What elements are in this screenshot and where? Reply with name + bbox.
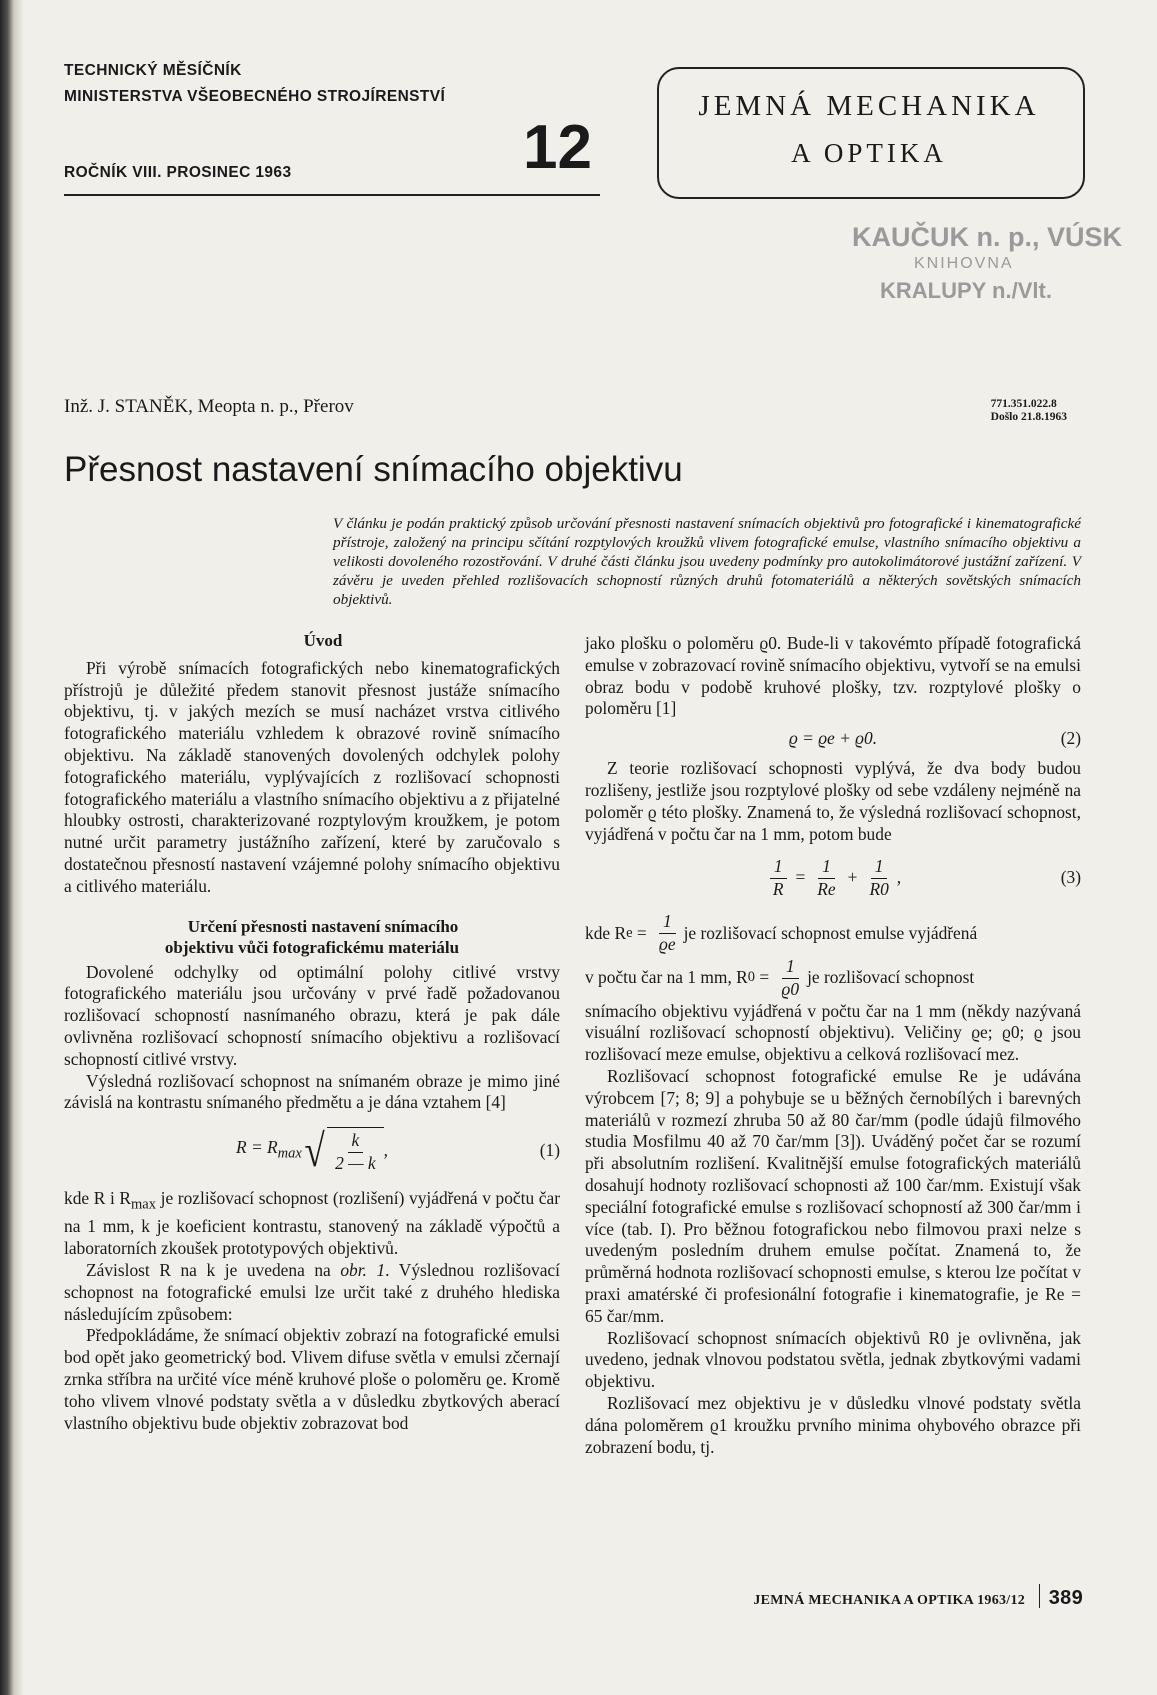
eq1-number: (1) bbox=[539, 1140, 560, 1161]
section-heading-precision-line-2: objektivu vůči fotografickému materiálu bbox=[164, 937, 460, 957]
paragraph-emulsion-resolution: Rozlišovací schopnost fotografické emulse Re je udávána výrobcem [7; 8; 9] a pohybuje se u běžných černobílých i barevných materiálů v rozmezí zhruba 50 až 80 čar/mm (podle údajů filmového studia Mosfilmu 40 až 70 čar/mm [3]). Uváděný počet čar se rozumí při absolutním rozlišení. Kvalitnější emulse fotografických materiálů dosahují hodnoty rozlišovací schopnosti až 100 čar/mm. Existují však speciální fotografické emulse s rozlišovací schopností až 300 čar/mm i více (tab. I). Pro běžnou fotografickou nebo filmovou praxi nelze s uvedeným posledním druhem emulse počítat. Znamená to, že průměrná hodnota rozlišovací schopnosti emulse, s kterou lze počítat v praxi amatérské či profesionální fotografie i kinematografie, je Re = 65 čar/mm. bbox=[585, 1065, 1081, 1326]
eq3-number: (3) bbox=[1060, 867, 1081, 888]
equation-2 bbox=[585, 724, 1081, 754]
udc-code: 771.351.022.8 bbox=[990, 398, 1057, 410]
journal-title-line-1: JEMNÁ MECHANIKA bbox=[698, 90, 1040, 122]
paragraph-tolerances: Dovolené odchylky od optimální polohy citlivé vrstvy fotografického materiálu jsou určovány v prvé řadě požadovanou rozlišovací schopností nasnímaného obrazu, která je pak dále ovlivněna rozlišovací schopností snímacího objektivu a rozlišovací schopností citlivé vrstvy. bbox=[64, 961, 560, 1069]
page-number: 389 bbox=[1048, 1587, 1083, 1609]
eq2-number: (2) bbox=[1060, 728, 1081, 749]
article-abstract: V článku je podán praktický způsob určování přesnosti nastavení snímacích objektivů pro fotografické i kinematografické přístroje, založený na principu sčítání rozptylových kroužků vlivem fotografické emulse, vlastního snímacího objektivu a velikosti dovoleného rozostřování. V druhé části článku jsou uvedeny podmínky pro autokolimátorové justážní zařízení. V závěru je uveden přehled rozlišovacích schopností různých druhů fotomateriálů a některých sovětských snímacích objektivů. bbox=[333, 515, 1081, 608]
received-date: Došlo 21.8.1963 bbox=[990, 411, 1067, 423]
library-stamp-line-1: KAUČUK n. p., VÚSK bbox=[852, 222, 1122, 252]
book-gutter bbox=[14, 0, 24, 1695]
eq2-body: ϱ = ϱe + ϱ0. bbox=[788, 728, 878, 749]
paragraph-lens-resolution: Rozlišovací schopnost snímacích objektivů R0 je ovlivněna, jak uvedeno, jednak vlnovou podstatou světla, jednak zbytkovými vadami objektivu. bbox=[585, 1327, 1081, 1392]
paragraph-resolution-theory: Z teorie rozlišovací schopnosti vyplývá, že dva body budou rozlišeny, jestliže jsou rozptylové plošky od sebe vzdáleny nejméně na poloměr ϱ této plošky. Znamená to, že výsledná rozlišovací schopnost, vyjádřená v počtu čar na 1 mm, potom bude bbox=[585, 758, 1081, 844]
masthead-line-2: MINISTERSTVA VŠEOBECNÉHO STROJÍRENSTVÍ bbox=[64, 88, 446, 105]
right-column bbox=[585, 633, 1081, 1458]
paragraph-intro: Při výrobě snímacích fotografických nebo kinematografických přístrojů je důležité předem stanovit přesnost justáže snímacího objektivu, tj. v jakých mezích se musí nacházet vrstva citlivého fotografického materiálu vzhledem k obrazové rovině snímacího objektivu. Na základě stanovených dovolených odchylek polohy fotografického materiálu, vyplývajících z rozlišovací schopnosti fotografického materiálu a vlastního snímacího objektivu a z přijatelné hloubky ostrosti, charakterizované rozptylovým kroužkem, je potom nutné určit parametry justážního zařízení, které by zaručovalo s dostatečnou přesností nastavení vzájemné polohy snímacího objektivu a citlivého materiálu. bbox=[64, 657, 560, 896]
paragraph-diffraction-limit: Rozlišovací mez objektivu je v důsledku vlnové podstaty světla dána poloměrem ϱ1 kroužku prvního minima ohybového obrazce při zobrazení bodu, tj. bbox=[585, 1392, 1081, 1457]
eq3-R: R bbox=[772, 878, 784, 899]
book-spine-shadow bbox=[0, 0, 14, 1695]
section-heading-intro: Úvod bbox=[303, 631, 343, 650]
eq1-denominator: 2 — k bbox=[335, 1153, 376, 1174]
paragraph-eq1-definitions: kde R i $R_{max}$ je rozlišovací schopnost (rozlišení) vyjádřená v počtu čar na 1 mm, k je koeficient kontrastu, stanovený na základě výpočtů a laboratorních zkoušek prototypových objektivů. bbox=[64, 1188, 561, 1259]
journal-title-line-2: A OPTIKA bbox=[791, 138, 947, 168]
library-stamp-line-3: KRALUPY n./Vlt. bbox=[880, 278, 1052, 303]
paragraph-visual-resolution: snímacího objektivu vyjádřená v počtu čar na 1 mm (někdy nazývaná visuální rozlišovací schopností objektivu). Veličiny ϱe; ϱ0; ϱ jsou rozlišovací meze emulse, objektivu a celková rozlišovací mez. bbox=[585, 1000, 1081, 1065]
paragraph-spread-spot: jako plošku o poloměru ϱ0. Bude-li v takovémto případě fotografická emulse v zobrazovací rovině snímacího objektivu, vytvoří se na emulsi obraz bodu v podobě kruhové plošky, tzv. rozptylové plošky o poloměru [1] bbox=[585, 633, 1081, 719]
article-udc-block bbox=[991, 398, 1067, 424]
paragraph-R0-definition: v počtu čar na 1 mm, R 0 = $\frac{1}{ϱ0}$ je rozlišovací schopnost bbox=[585, 955, 975, 999]
masthead-rule bbox=[64, 194, 600, 196]
library-stamp-line-2: KNIHOVNA bbox=[914, 255, 1014, 272]
section-heading-precision-line-1: Určení přesnosti nastavení snímacího bbox=[187, 916, 459, 936]
left-column bbox=[64, 630, 560, 1434]
eq3-Re: Re bbox=[817, 878, 836, 899]
masthead-line-1: TECHNICKÝ MĚSÍČNÍK bbox=[64, 62, 242, 79]
figure-1-ref: obr. 1 bbox=[340, 1260, 386, 1280]
issue-number: 12 bbox=[523, 113, 592, 182]
article-author: Inž. J. STANĚK, Meopta n. p., Přerov bbox=[64, 396, 354, 417]
eq1-numerator: k bbox=[348, 1130, 364, 1153]
paragraph-figure-ref: Závislost R na k je uvedena na obr. 1. Výslednou rozlišovací schopnost na fotografické emulsi lze určit také z druhého hlediska následujícím způsobem: bbox=[64, 1260, 560, 1324]
paragraph-resolution-relation: Výsledná rozlišovací schopnost na snímaném obraze je mimo jiné závislá na kontrastu snímaného předmětu a je dána vztahem [4] bbox=[64, 1070, 560, 1113]
eq1-lhs: $R = R_{max}$ bbox=[235, 1137, 302, 1162]
running-footer bbox=[753, 1587, 1083, 1610]
equation-3: $\frac{1}{R}$ = $\frac{1}{Re}$ + $\frac{1}{R0}$ , (3) bbox=[585, 849, 1081, 907]
masthead-volume-date: ROČNÍK VIII. PROSINEC 1963 bbox=[64, 164, 292, 181]
eq3-R0: R0 bbox=[869, 878, 889, 899]
article-title: Přesnost nastavení snímacího objektivu bbox=[64, 450, 683, 489]
eq1-sqrt: √ $\frac{k}{2 — k}$ bbox=[302, 1127, 384, 1175]
footer-journal: JEMNÁ MECHANIKA A OPTIKA 1963/12 bbox=[753, 1593, 1026, 1608]
journal-title-box bbox=[657, 67, 1085, 199]
equation-1: $R = R_{max}$ √ $\frac{k}{2 — k}$ , (1) bbox=[235, 1125, 560, 1177]
section-heading-precision bbox=[64, 916, 560, 958]
paragraph-Re-definition: kde R e = $\frac{1}{ϱe}$ je rozlišovací schopnost emulse vyjádřená bbox=[585, 911, 978, 955]
paragraph-assumption: Předpokládáme, že snímací objektiv zobrazí na fotografické emulsi bod opět jako geometrický bod. Vlivem difuse světla v emulsi zčernají zrnka stříbra na určité více méně kruhové ploše o poloměru ϱe. Kromě toho vlivem vlnové podstaty světla a v důsledku zbytkových aberací vlastního objektivu bude objektiv zobrazovat bod bbox=[64, 1325, 560, 1433]
